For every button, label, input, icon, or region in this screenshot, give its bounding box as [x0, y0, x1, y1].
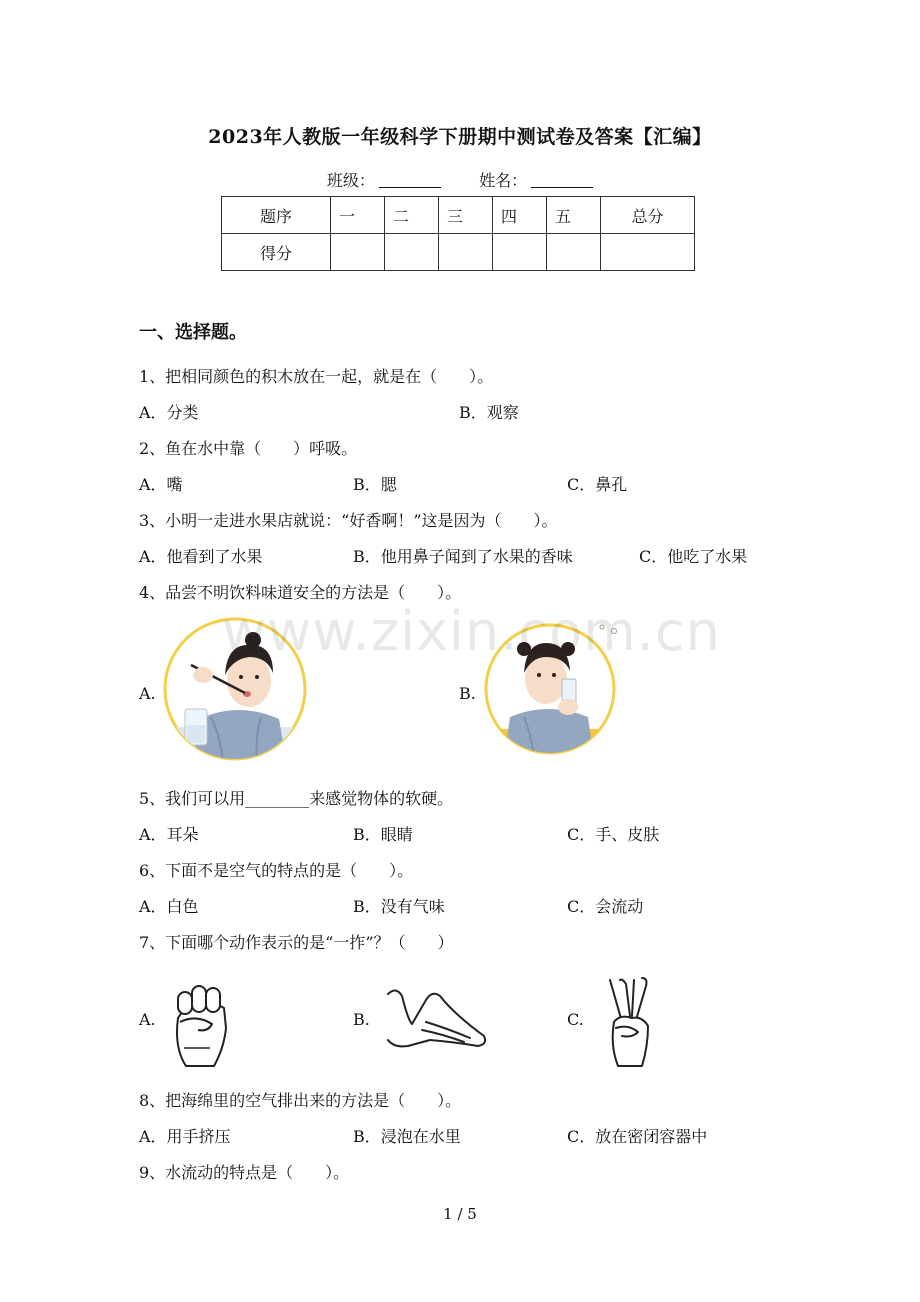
- question-1: 1、把相同颜色的积木放在一起，就是在（ ）。: [139, 367, 494, 386]
- option-b[interactable]: B．浸泡在水里: [353, 1127, 461, 1146]
- name-blank[interactable]: [531, 171, 593, 188]
- question-7: 7、下面哪个动作表示的是“一拃”？（ ）: [139, 933, 454, 952]
- option-c[interactable]: C．他吃了水果: [639, 547, 748, 566]
- option-c[interactable]: C．手、皮肤: [567, 825, 660, 844]
- option-b[interactable]: B.: [459, 684, 476, 703]
- header-cell: 五: [547, 197, 601, 234]
- option-a[interactable]: A.: [139, 684, 156, 703]
- v-sign-hand-icon[interactable]: [602, 976, 658, 1070]
- score-cell[interactable]: [385, 234, 439, 271]
- option-b[interactable]: B．观察: [459, 403, 519, 422]
- question-4: 4、品尝不明饮料味道安全的方法是（ ）。: [139, 583, 462, 602]
- option-b[interactable]: B．没有气味: [353, 897, 445, 916]
- score-cell[interactable]: [331, 234, 385, 271]
- header-cell: 一: [331, 197, 385, 234]
- option-c[interactable]: C．鼻孔: [567, 475, 628, 494]
- option-a[interactable]: A．白色: [139, 897, 199, 916]
- page-number: 1 / 5: [443, 1205, 477, 1223]
- option-c[interactable]: C．放在密闭容器中: [567, 1127, 708, 1146]
- score-cell[interactable]: [493, 234, 547, 271]
- option-c[interactable]: C．会流动: [567, 897, 644, 916]
- header-cell: 二: [385, 197, 439, 234]
- question-5: 5、我们可以用________来感觉物体的软硬。: [139, 789, 454, 808]
- header-cell: 题序: [222, 197, 331, 234]
- option-b[interactable]: B．腮: [353, 475, 397, 494]
- header-cell: 三: [439, 197, 493, 234]
- option-a[interactable]: A．分类: [139, 403, 199, 422]
- question-3: 3、小明一走进水果店就说：“好香啊！”这是因为（ ）。: [139, 511, 558, 530]
- watermark: www.zixin.com.cn: [222, 600, 721, 663]
- question-2: 2、鱼在水中靠（ ）呼吸。: [139, 439, 358, 458]
- class-blank[interactable]: [379, 171, 441, 188]
- fist-hand-icon[interactable]: [164, 978, 240, 1070]
- question-9: 9、水流动的特点是（ ）。: [139, 1163, 350, 1182]
- option-b[interactable]: B.: [353, 1010, 370, 1029]
- row-label: 得分: [222, 234, 331, 271]
- option-a[interactable]: A．他看到了水果: [139, 547, 263, 566]
- question-8: 8、把海绵里的空气排出来的方法是（ ）。: [139, 1091, 462, 1110]
- header-cell: 四: [493, 197, 547, 234]
- option-a[interactable]: A．耳朵: [139, 825, 199, 844]
- score-table-header-row: [222, 197, 695, 234]
- option-a[interactable]: A．用手挤压: [139, 1127, 231, 1146]
- score-cell[interactable]: [439, 234, 493, 271]
- name-label: 姓名：: [479, 171, 528, 190]
- score-cell[interactable]: [601, 234, 695, 271]
- class-label: 班级：: [326, 171, 375, 190]
- spread-hand-icon[interactable]: [382, 980, 490, 1052]
- option-a[interactable]: A.: [139, 1010, 156, 1029]
- option-b[interactable]: B．他用鼻子闻到了水果的香味: [353, 547, 573, 566]
- header-cell: 总分: [601, 197, 695, 234]
- score-table-score-row: [222, 234, 695, 271]
- score-cell[interactable]: [547, 234, 601, 271]
- section-title: 一、选择题。: [139, 322, 247, 343]
- question-6: 6、下面不是空气的特点的是（ ）。: [139, 861, 414, 880]
- student-info: [0, 168, 920, 191]
- page-title: 2023年人教版一年级科学下册期中测试卷及答案【汇编】: [208, 126, 712, 148]
- option-c[interactable]: C.: [567, 1010, 584, 1029]
- score-table: [221, 196, 695, 271]
- option-b[interactable]: B．眼睛: [353, 825, 413, 844]
- option-a[interactable]: A．嘴: [139, 475, 183, 494]
